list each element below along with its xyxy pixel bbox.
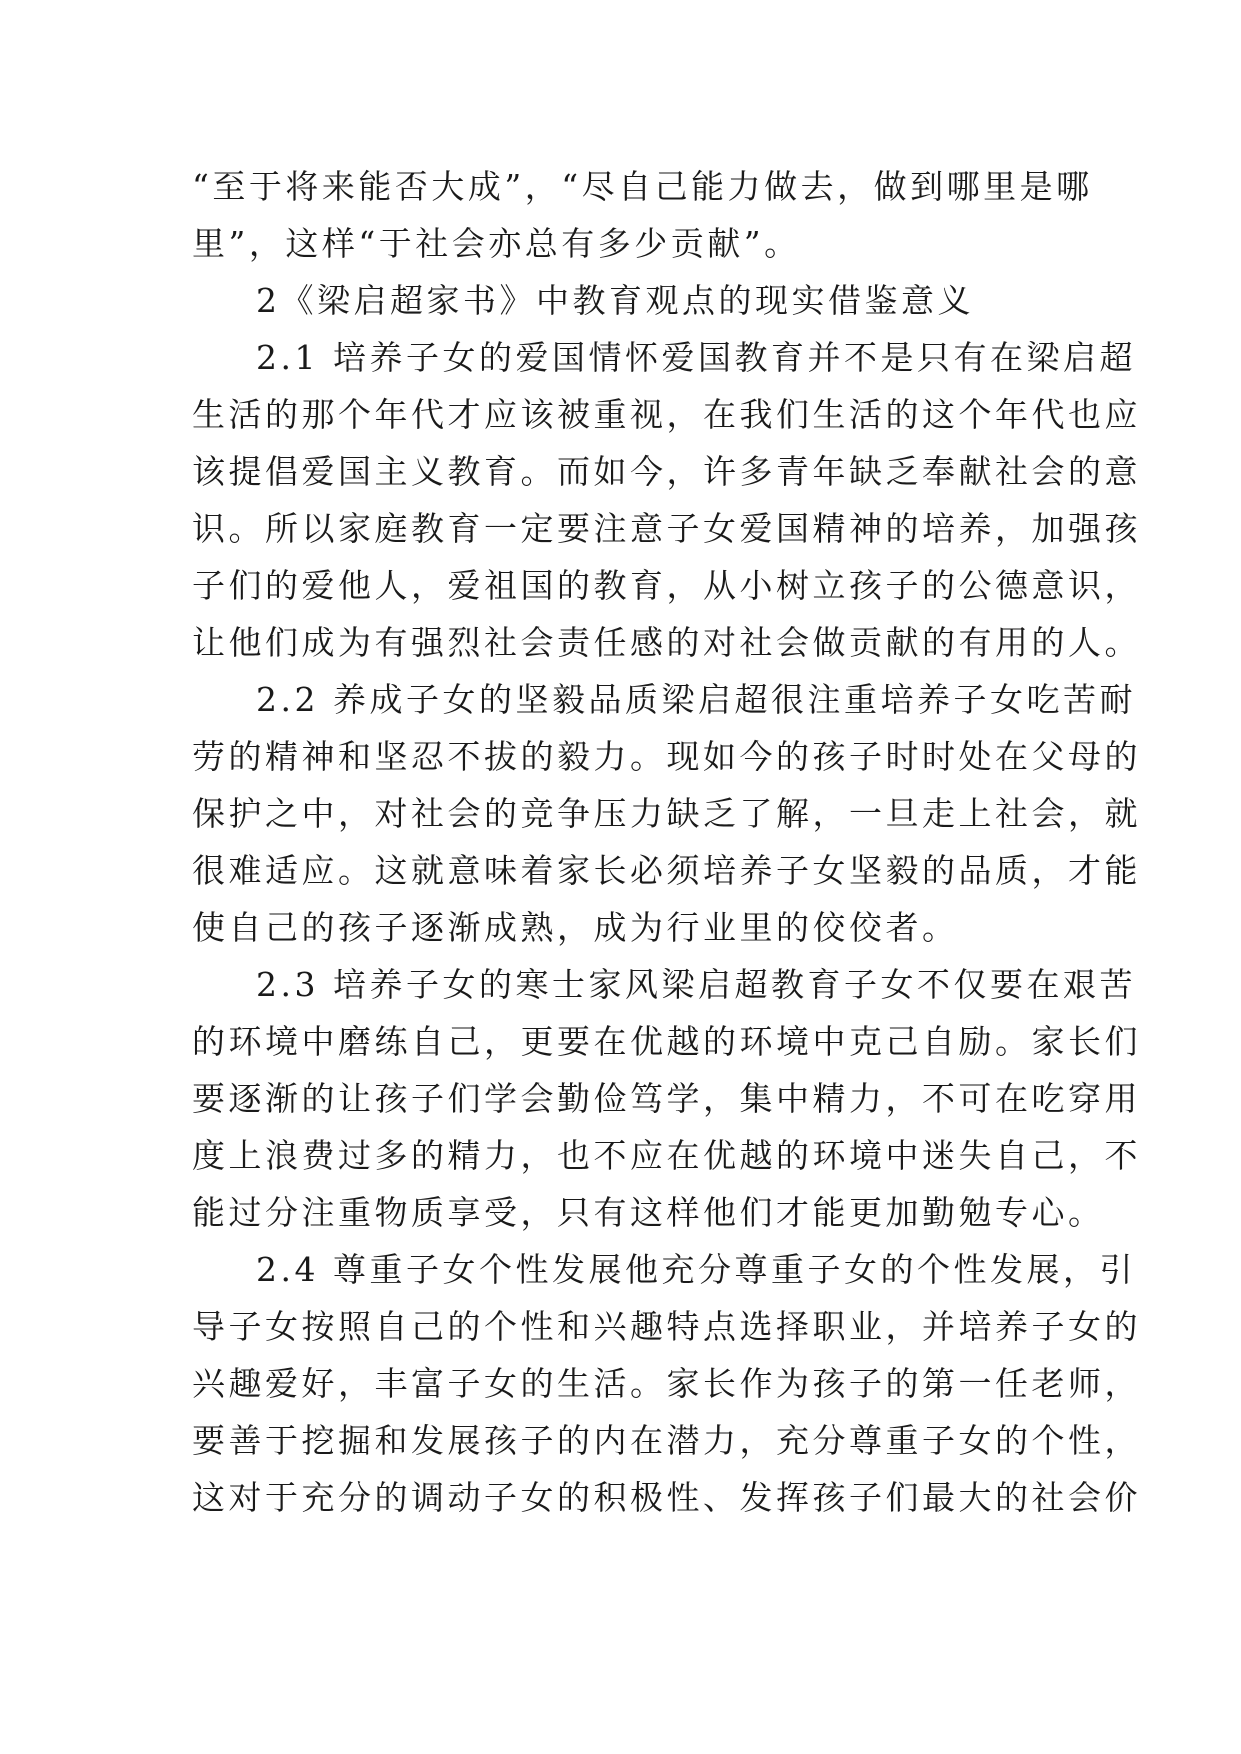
document-body bbox=[192, 158, 1141, 1526]
text-line: 子们的爱他人，爱祖国的教育，从小树立孩子的公德意识， bbox=[192, 566, 1141, 605]
text-line: 2.2 养成子女的坚毅品质梁启超很注重培养子女吃苦耐 bbox=[256, 680, 1136, 719]
paragraph-2-3 bbox=[192, 956, 1141, 1241]
text-line: 识。所以家庭教育一定要注意子女爱国精神的培养，加强孩 bbox=[192, 509, 1141, 548]
text-line: 能过分注重物质享受，只有这样他们才能更加勤勉专心。 bbox=[192, 1193, 1105, 1232]
text-line: 2.4 尊重子女个性发展他充分尊重子女的个性发展，引 bbox=[256, 1250, 1136, 1289]
text-line: 要善于挖掘和发展孩子的内在潜力，充分尊重子女的个性， bbox=[192, 1421, 1141, 1460]
text-line: 保护之中，对社会的竞争压力缺乏了解，一旦走上社会，就 bbox=[192, 794, 1141, 833]
text-line: 劳的精神和坚忍不拔的毅力。现如今的孩子时时处在父母的 bbox=[192, 737, 1141, 776]
text-line: 里”，这样“于社会亦总有多少贡献”。 bbox=[192, 224, 801, 263]
text-line: 让他们成为有强烈社会责任感的对社会做贡献的有用的人。 bbox=[192, 623, 1141, 662]
paragraph-2-1 bbox=[192, 329, 1141, 671]
text-line: 生活的那个年代才应该被重视，在我们生活的这个年代也应 bbox=[192, 395, 1141, 434]
text-line: 这对于充分的调动子女的积极性、发挥孩子们最大的社会价 bbox=[192, 1478, 1141, 1517]
text-line: 度上浪费过多的精力，也不应在优越的环境中迷失自己，不 bbox=[192, 1136, 1141, 1175]
text-line: 导子女按照自己的个性和兴趣特点选择职业，并培养子女的 bbox=[192, 1307, 1141, 1346]
text-line: 要逐渐的让孩子们学会勤俭笃学，集中精力，不可在吃穿用 bbox=[192, 1079, 1141, 1118]
section-heading-text: 2《梁启超家书》中教育观点的现实借鉴意义 bbox=[256, 281, 974, 320]
text-line: 很难适应。这就意味着家长必须培养子女坚毅的品质，才能 bbox=[192, 851, 1141, 890]
paragraph-2-2 bbox=[192, 671, 1141, 956]
text-line: 2.1 培养子女的爱国情怀爱国教育并不是只有在梁启超 bbox=[256, 338, 1136, 377]
text-line: 2.3 培养子女的寒士家风梁启超教育子女不仅要在艰苦 bbox=[256, 965, 1136, 1004]
paragraph-2-4 bbox=[192, 1241, 1141, 1526]
paragraph-continuation bbox=[192, 158, 1093, 272]
text-line: 该提倡爱国主义教育。而如今，许多青年缺乏奉献社会的意 bbox=[192, 452, 1141, 491]
text-line: 使自己的孩子逐渐成熟，成为行业里的佼佼者。 bbox=[192, 908, 959, 947]
section-heading bbox=[192, 272, 1052, 329]
text-line: 兴趣爱好，丰富子女的生活。家长作为孩子的第一任老师， bbox=[192, 1364, 1141, 1403]
text-line: 的环境中磨练自己，更要在优越的环境中克己自励。家长们 bbox=[192, 1022, 1141, 1061]
text-line: “至于将来能否大成”，“尽自己能力做去，做到哪里是哪 bbox=[192, 167, 1093, 206]
